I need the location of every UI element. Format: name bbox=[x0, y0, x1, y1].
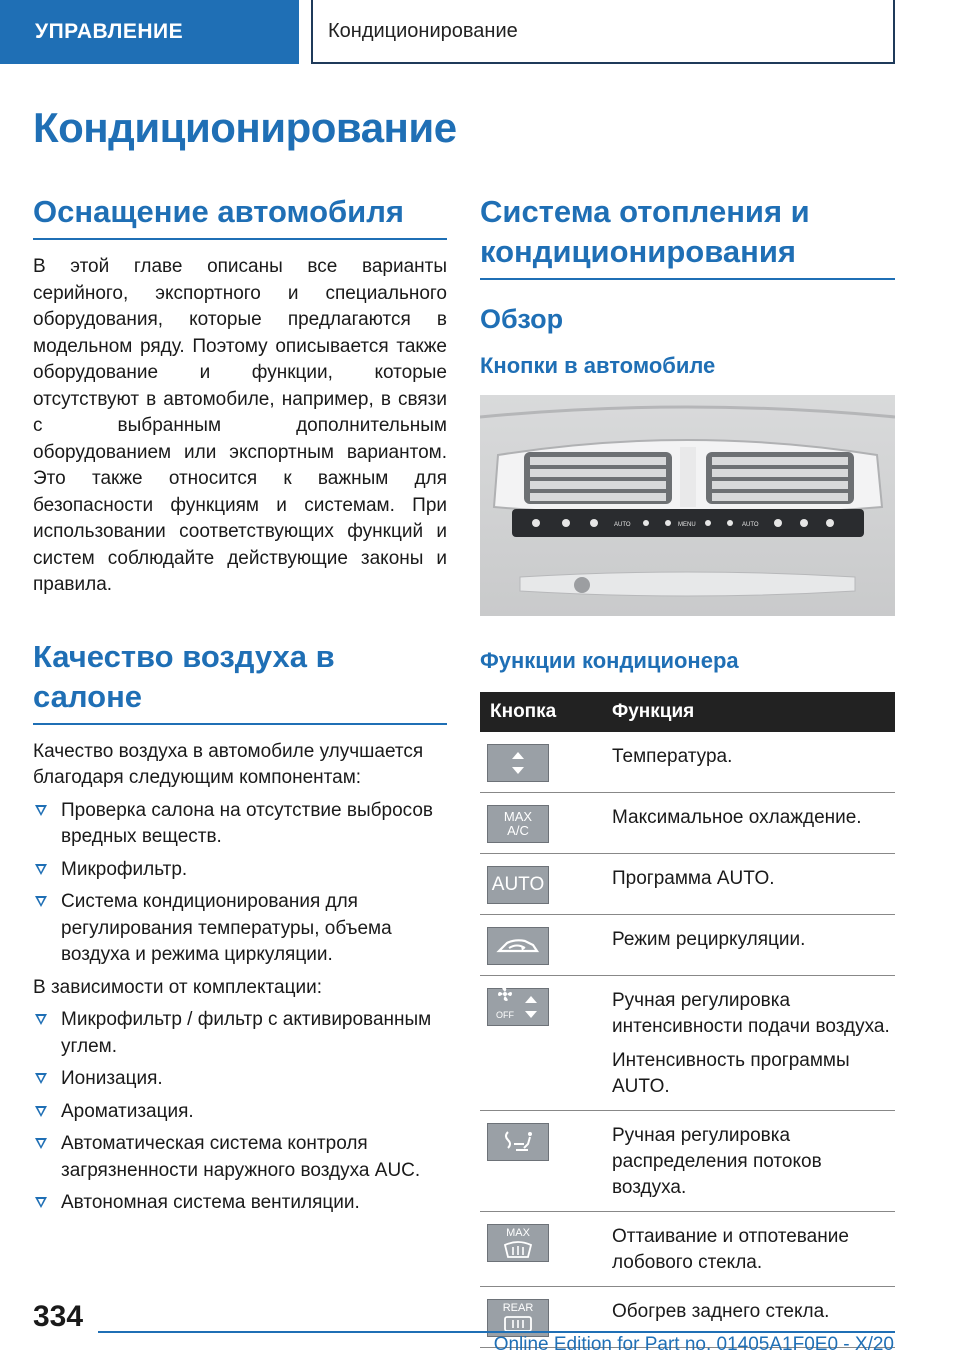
list-item bbox=[33, 857, 447, 884]
page-title: Кондиционирование bbox=[33, 104, 457, 151]
right-column bbox=[480, 192, 895, 379]
table-row bbox=[480, 1111, 895, 1212]
triangle-bullet-icon bbox=[35, 896, 47, 907]
function-cell: Температура. bbox=[602, 732, 895, 793]
table-row bbox=[480, 793, 895, 854]
subsection-tab bbox=[311, 0, 895, 64]
function-text-2: Интенсивность программы AUTO. bbox=[612, 1050, 850, 1097]
panel-auto-label-2: AUTO bbox=[742, 522, 759, 528]
column-header-button: Кнопка bbox=[480, 692, 602, 732]
list-item-text: Микрофильтр / фильтр с активированным углем. bbox=[61, 1009, 432, 1057]
list-item-text: Система кондиционирования для регулирования температуры, объема воздуха и режима циркуляции. bbox=[61, 891, 392, 965]
paragraph-depends: В зависимости от комплектации: bbox=[33, 976, 322, 998]
page-number: 334 bbox=[33, 1300, 84, 1333]
button-cell bbox=[480, 915, 602, 976]
button-cell bbox=[480, 976, 602, 1111]
heading-air-quality: Качество воздуха в салоне bbox=[33, 638, 335, 714]
list-item bbox=[33, 1099, 447, 1126]
rear-label: REAR bbox=[502, 1301, 534, 1314]
function-cell: Обогрев заднего стекла. bbox=[602, 1287, 895, 1348]
button-cell bbox=[480, 1111, 602, 1212]
button-cell bbox=[480, 793, 602, 854]
ac-label: A/C bbox=[507, 823, 529, 838]
section-tab bbox=[0, 0, 299, 64]
auto-label: AUTO bbox=[491, 874, 545, 895]
panel-auto-label: AUTO bbox=[614, 522, 631, 528]
table-header-row bbox=[480, 692, 895, 732]
heading-rule bbox=[33, 238, 447, 240]
heading-equipment: Оснащение автомобиля bbox=[33, 194, 404, 229]
function-text: Ручная регулировка интенсивности подачи воздуха. bbox=[612, 990, 890, 1037]
table-row bbox=[480, 1212, 895, 1287]
heading-overview: Обзор bbox=[480, 304, 564, 334]
list-item bbox=[33, 889, 447, 969]
list-item bbox=[33, 1190, 447, 1217]
column-header-function: Функция bbox=[602, 692, 895, 732]
heading-functions: Функции кондиционера bbox=[480, 648, 739, 673]
footer-edition: Online Edition for Part no. 01405A1F0E0 - X/20 bbox=[493, 1334, 894, 1355]
list-item bbox=[33, 1066, 447, 1093]
bullet-list-options bbox=[33, 1007, 447, 1217]
table-row bbox=[480, 915, 895, 976]
auto-icon bbox=[487, 866, 549, 904]
list-item-text: Ароматизация. bbox=[61, 1100, 194, 1122]
function-cell bbox=[602, 976, 895, 1111]
list-item-text: Автономная система вентиляции. bbox=[61, 1192, 360, 1213]
max-ac-icon bbox=[487, 805, 549, 843]
button-cell bbox=[480, 854, 602, 915]
triangle-bullet-icon bbox=[35, 1073, 47, 1084]
button-cell bbox=[480, 1212, 602, 1287]
ac-panel-photo bbox=[480, 395, 895, 616]
triangle-bullet-icon bbox=[35, 1014, 47, 1025]
triangle-bullet-icon bbox=[35, 805, 47, 816]
function-cell: Программа AUTO. bbox=[602, 854, 895, 915]
fan-off-icon bbox=[496, 986, 514, 1028]
fan-intensity-icon bbox=[487, 988, 549, 1026]
triangle-bullet-icon bbox=[35, 1138, 47, 1149]
table-row bbox=[480, 732, 895, 793]
footer-rule bbox=[98, 1331, 895, 1333]
list-item-text: Микрофильтр. bbox=[61, 858, 188, 880]
air-distribution-icon bbox=[487, 1123, 549, 1161]
function-cell: Максимальное охлаждение. bbox=[602, 793, 895, 854]
triangle-bullet-icon bbox=[35, 1197, 47, 1208]
max-defrost-label: MAX bbox=[506, 1226, 530, 1239]
button-cell bbox=[480, 732, 602, 793]
recirculation-icon bbox=[487, 927, 549, 965]
bullet-list-components bbox=[33, 798, 447, 969]
triangle-bullet-icon bbox=[35, 1106, 47, 1117]
heading-rule bbox=[480, 278, 895, 280]
max-label: MAX bbox=[503, 809, 533, 824]
heading-buttons: Кнопки в автомобиле bbox=[480, 353, 716, 378]
heading-system: Система отопления и кондиционирования bbox=[480, 194, 810, 269]
function-cell: Оттаивание и отпотевание лобового стекла. bbox=[602, 1212, 895, 1287]
paragraph-equipment: В этой главе описаны все варианты серийного, экспортного и специального оборудования, которые предлагаются в модельном ряду. Поэтому описывается также оборудование и функции, которые отсутствуют в автомобиле, например, в связи с выбранным дополнительным оборудованием или экспортным вариантом. Это также относится к важным для безопасности функциям и системам. При использовании соответствующих функций и систем соблюдайте действующие законы и правила. bbox=[33, 256, 447, 595]
function-cell: Режим рециркуляции. bbox=[602, 915, 895, 976]
list-item bbox=[33, 1131, 447, 1184]
table-row bbox=[480, 976, 895, 1111]
off-label: OFF bbox=[496, 1010, 514, 1020]
temperature-arrows-icon bbox=[487, 744, 549, 782]
paragraph-air: Качество воздуха в автомобиле улучшается благодаря следующим компонентам: bbox=[33, 740, 424, 788]
windshield-defrost-icon bbox=[487, 1224, 549, 1262]
left-column bbox=[33, 192, 447, 1217]
heading-rule bbox=[33, 723, 447, 725]
section-label: УПРАВЛЕНИЕ bbox=[35, 20, 184, 43]
functions-table bbox=[480, 692, 895, 1348]
panel-menu-label: MENU bbox=[678, 522, 696, 528]
subsection-label: Кондиционирование bbox=[328, 19, 518, 42]
list-item bbox=[33, 1007, 447, 1060]
list-item-text: Ионизация. bbox=[61, 1068, 163, 1089]
list-item-text: Автоматическая система контроля загрязненности наружного воздуха AUC. bbox=[61, 1133, 421, 1181]
table-row bbox=[480, 854, 895, 915]
list-item bbox=[33, 798, 447, 851]
list-item-text: Проверка салона на отсутствие выбросов вредных веществ. bbox=[61, 799, 434, 847]
triangle-bullet-icon bbox=[35, 864, 47, 875]
function-cell: Ручная регулировка распределения потоков воздуха. bbox=[602, 1111, 895, 1212]
